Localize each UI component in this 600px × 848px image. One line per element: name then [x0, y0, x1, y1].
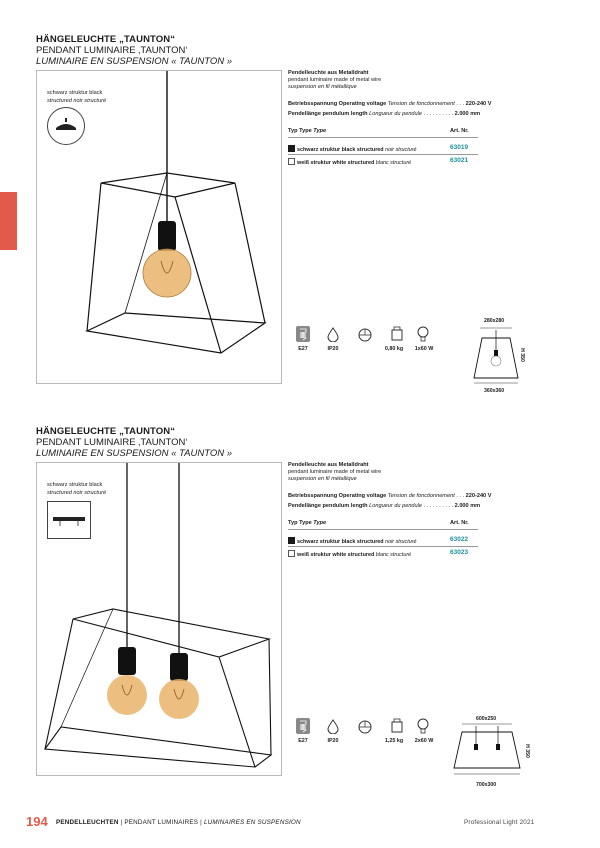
dimension-top: 280x280	[484, 318, 505, 324]
bulb-icon	[416, 718, 430, 734]
dimension-bottom: 700x300	[476, 782, 497, 788]
product-photo	[36, 462, 282, 776]
product-title-fr: LUMINAIRE EN SUSPENSION « TAUNTON »	[36, 56, 233, 67]
product-title-fr: LUMINAIRE EN SUSPENSION « TAUNTON »	[36, 448, 233, 459]
table-header-type: Typ Type Type	[288, 520, 327, 526]
table-row: weiß struktur white structured blanc structuré	[288, 158, 411, 166]
icon-label: 0,80 kg	[384, 346, 404, 352]
dimension-height: H 350	[518, 348, 525, 362]
lamp-illustration	[37, 463, 281, 775]
spec-voltage: Betriebsspannung Operating voltage Tension de fonctionnement . . . 220-240 V	[288, 493, 492, 499]
article-number: 63023	[450, 549, 469, 556]
color-swatch	[288, 550, 295, 557]
article-number: 63021	[450, 157, 469, 164]
icon-label: E27	[298, 346, 308, 352]
table-header-art: Art. Nr.	[450, 520, 469, 526]
e27-socket-icon	[296, 718, 310, 734]
dimension-bottom: 360x360	[484, 388, 505, 394]
dimension-top: 600x250	[476, 716, 497, 722]
footer-section: PENDELLEUCHTEN | PENDANT LUMINAIRES | LUMINAIRES EN SUSPENSION	[56, 819, 301, 826]
feature-icons	[296, 718, 446, 748]
icon-label: 1x60 W	[414, 346, 434, 352]
table-row: schwarz struktur black structured noir structuré	[288, 537, 417, 545]
dimension-height: H 350	[523, 744, 530, 758]
color-swatch	[288, 537, 295, 544]
box-icon	[390, 718, 404, 734]
table-divider	[288, 529, 478, 530]
spec-pendulum: Pendellänge pendulum length Longueur du pendule . . . . . . . . . . 2.000 mm	[288, 503, 481, 509]
icon-label: IP20	[327, 346, 339, 352]
product-title-de: HÄNGELEUCHTE „TAUNTON“	[36, 34, 176, 45]
article-number: 63019	[450, 144, 469, 151]
product-title-en: PENDANT LUMINAIRE ‚TAUNTON‘	[36, 45, 188, 56]
article-number: 63022	[450, 536, 469, 543]
icon-label: IP20	[327, 738, 339, 744]
ip20-drop-icon	[326, 718, 340, 734]
table-divider	[288, 546, 478, 547]
product-description: Pendelleuchte aus Metalldraht pendant luminaire made of metal wire suspension en fil métallique	[288, 462, 382, 483]
variant-caption: schwarz struktur black structured noir structuré	[47, 90, 107, 104]
dimension-drawing	[450, 722, 524, 778]
spec-voltage: Betriebsspannung Operating voltage Tension de fonctionnement . . . 220-240 V	[288, 101, 492, 107]
icon-label: E27	[298, 738, 308, 744]
table-header-type: Typ Type Type	[288, 128, 327, 134]
spec-pendulum: Pendellänge pendulum length Longueur du pendule . . . . . . . . . . 2.000 mm	[288, 111, 481, 117]
icon-label: 2x60 W	[414, 738, 434, 744]
weight-icon	[358, 718, 372, 734]
product-description: Pendelleuchte aus Metalldraht pendant luminaire made of metal wire suspension en fil métallique	[288, 70, 382, 91]
icon-label: 1,25 kg	[384, 738, 404, 744]
table-row: schwarz struktur black structured noir structuré	[288, 145, 417, 153]
table-row: weiß struktur white structured blanc structuré	[288, 550, 411, 558]
footer-brand: Professional Light 2021	[464, 819, 535, 826]
product-title-de: HÄNGELEUCHTE „TAUNTON“	[36, 426, 176, 437]
product-title-en: PENDANT LUMINAIRE ‚TAUNTON‘	[36, 437, 188, 448]
page-number: 194	[26, 814, 48, 829]
table-header-art: Art. Nr.	[450, 128, 469, 134]
variant-caption: schwarz struktur black structured noir structuré	[47, 482, 107, 496]
